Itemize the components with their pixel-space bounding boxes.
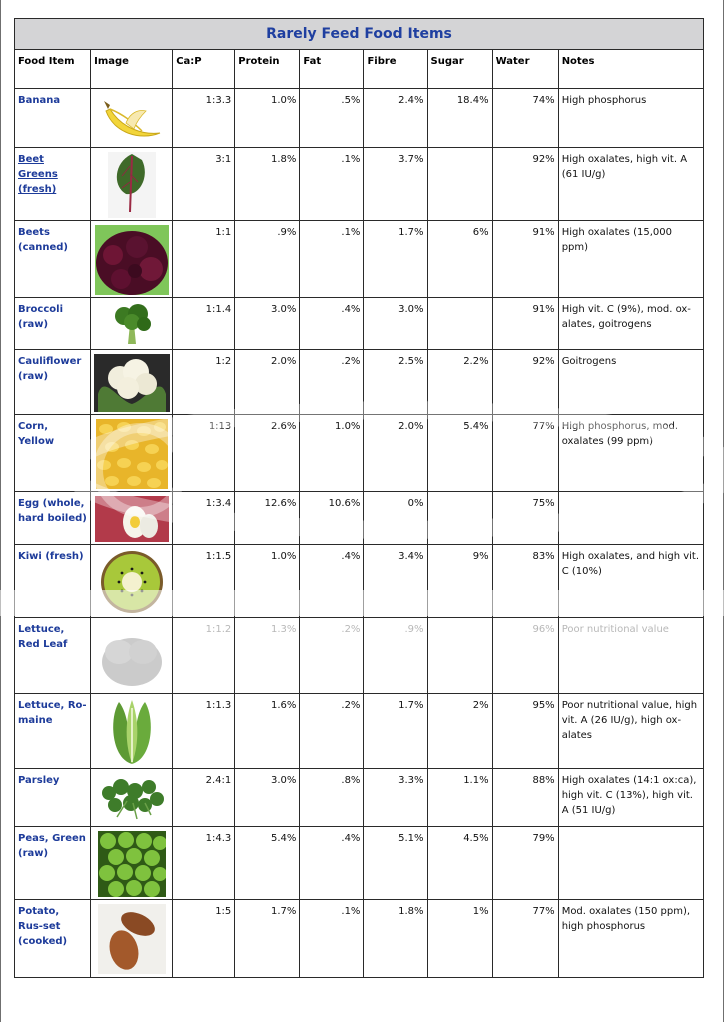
notes-value: High oxalates (15,000 ppm) bbox=[558, 221, 703, 298]
fibre-value: 1.7% bbox=[364, 694, 427, 769]
fibre-value: 3.0% bbox=[364, 298, 427, 350]
water-value: 95% bbox=[492, 694, 558, 769]
fat-value: .4% bbox=[300, 545, 364, 618]
ca-p-value: 1:5 bbox=[173, 900, 235, 978]
header-fibre: Fibre bbox=[364, 50, 427, 89]
ca-p-value: 1:1.3 bbox=[173, 694, 235, 769]
protein-value: 5.4% bbox=[235, 827, 300, 900]
table-row bbox=[15, 350, 704, 415]
fibre-value: 2.5% bbox=[364, 350, 427, 415]
header-sugar: Sugar bbox=[427, 50, 492, 89]
fat-value: 10.6% bbox=[300, 492, 364, 545]
table-row bbox=[15, 545, 704, 618]
food-name: Banana bbox=[15, 89, 91, 148]
food-name: Lettuce, Red Leaf bbox=[15, 618, 91, 694]
fat-value: .2% bbox=[300, 350, 364, 415]
fibre-value: 1.7% bbox=[364, 221, 427, 298]
food-table bbox=[14, 18, 704, 978]
canned-beets-image bbox=[91, 221, 173, 298]
fibre-value: 2.0% bbox=[364, 415, 427, 492]
water-value: 92% bbox=[492, 148, 558, 221]
fibre-value: 5.1% bbox=[364, 827, 427, 900]
table-row bbox=[15, 148, 704, 221]
header-protein: Protein bbox=[235, 50, 300, 89]
egg-image bbox=[91, 492, 173, 545]
table-row bbox=[15, 89, 704, 148]
romaine-image bbox=[91, 694, 173, 769]
notes-value: High phosphorus, mod. oxalates (99 ppm) bbox=[558, 415, 703, 492]
sugar-value bbox=[427, 298, 492, 350]
fibre-value: 1.8% bbox=[364, 900, 427, 978]
header-water: Water bbox=[492, 50, 558, 89]
water-value: 75% bbox=[492, 492, 558, 545]
fibre-value: 2.4% bbox=[364, 89, 427, 148]
peas-image bbox=[91, 827, 173, 900]
notes-value: High phosphorus bbox=[558, 89, 703, 148]
ca-p-value: 1:1 bbox=[173, 221, 235, 298]
ca-p-value: 1:1.5 bbox=[173, 545, 235, 618]
protein-value: 3.0% bbox=[235, 298, 300, 350]
protein-value: 12.6% bbox=[235, 492, 300, 545]
protein-value: 2.6% bbox=[235, 415, 300, 492]
notes-value: High vit. C (9%), mod. ox-alates, goitrogens bbox=[558, 298, 703, 350]
notes-value: High oxalates, and high vit. C (10%) bbox=[558, 545, 703, 618]
protein-value: 1.6% bbox=[235, 694, 300, 769]
food-name: Parsley bbox=[15, 769, 91, 827]
protein-value: 1.8% bbox=[235, 148, 300, 221]
table-row bbox=[15, 900, 704, 978]
parsley-image bbox=[91, 769, 173, 827]
broccoli-image bbox=[91, 298, 173, 350]
food-name: Peas, Green (raw) bbox=[15, 827, 91, 900]
fat-value: .2% bbox=[300, 694, 364, 769]
fibre-value: 0% bbox=[364, 492, 427, 545]
beet-greens-image bbox=[91, 148, 173, 221]
fibre-value: 3.3% bbox=[364, 769, 427, 827]
table-row bbox=[15, 827, 704, 900]
water-value: 77% bbox=[492, 415, 558, 492]
food-name: Egg (whole, hard boiled) bbox=[15, 492, 91, 545]
water-value: 79% bbox=[492, 827, 558, 900]
food-name: Broccoli (raw) bbox=[15, 298, 91, 350]
water-value: 77% bbox=[492, 900, 558, 978]
fat-value: .4% bbox=[300, 827, 364, 900]
protein-value: 1.3% bbox=[235, 618, 300, 694]
notes-value: Mod. oxalates (150 ppm), high phosphorus bbox=[558, 900, 703, 978]
fat-value: .1% bbox=[300, 148, 364, 221]
food-name-link[interactable]: Beet Greens (fresh) bbox=[15, 148, 91, 221]
water-value: 91% bbox=[492, 298, 558, 350]
cauliflower-image bbox=[91, 350, 173, 415]
food-name: Beets (canned) bbox=[15, 221, 91, 298]
red-leaf-lettuce-image bbox=[91, 618, 173, 694]
header-notes: Notes bbox=[558, 50, 703, 89]
protein-value: 3.0% bbox=[235, 769, 300, 827]
sugar-value: 9% bbox=[427, 545, 492, 618]
header-image: Image bbox=[91, 50, 173, 89]
fibre-value: 3.7% bbox=[364, 148, 427, 221]
title-row bbox=[15, 19, 704, 50]
sugar-value: 18.4% bbox=[427, 89, 492, 148]
water-value: 91% bbox=[492, 221, 558, 298]
header-fat: Fat bbox=[300, 50, 364, 89]
water-value: 96% bbox=[492, 618, 558, 694]
fat-value: .4% bbox=[300, 298, 364, 350]
food-name: Cauliflower (raw) bbox=[15, 350, 91, 415]
food-name: Kiwi (fresh) bbox=[15, 545, 91, 618]
table-row bbox=[15, 694, 704, 769]
notes-value bbox=[558, 492, 703, 545]
ca-p-value: 2.4:1 bbox=[173, 769, 235, 827]
potato-image bbox=[91, 900, 173, 978]
fibre-value: .9% bbox=[364, 618, 427, 694]
food-name: Lettuce, Ro-maine bbox=[15, 694, 91, 769]
ca-p-value: 1:4.3 bbox=[173, 827, 235, 900]
ca-p-value: 1:2 bbox=[173, 350, 235, 415]
sugar-value bbox=[427, 492, 492, 545]
table-row bbox=[15, 769, 704, 827]
fat-value: .1% bbox=[300, 900, 364, 978]
food-name: Corn, Yellow bbox=[15, 415, 91, 492]
sugar-value: 5.4% bbox=[427, 415, 492, 492]
corn-image bbox=[91, 415, 173, 492]
water-value: 92% bbox=[492, 350, 558, 415]
water-value: 88% bbox=[492, 769, 558, 827]
water-value: 74% bbox=[492, 89, 558, 148]
protein-value: .9% bbox=[235, 221, 300, 298]
banana-image bbox=[91, 89, 173, 148]
header-food-item: Food Item bbox=[15, 50, 91, 89]
fat-value: 1.0% bbox=[300, 415, 364, 492]
ca-p-value: 1:1.2 bbox=[173, 618, 235, 694]
kiwi-image bbox=[91, 545, 173, 618]
sugar-value: 2% bbox=[427, 694, 492, 769]
protein-value: 2.0% bbox=[235, 350, 300, 415]
notes-value: High oxalates (14:1 ox:ca), high vit. C (13%), high vit. A (51 IU/g) bbox=[558, 769, 703, 827]
protein-value: 1.7% bbox=[235, 900, 300, 978]
protein-value: 1.0% bbox=[235, 545, 300, 618]
notes-value: Poor nutritional value bbox=[558, 618, 703, 694]
ca-p-value: 1:3.4 bbox=[173, 492, 235, 545]
protein-value: 1.0% bbox=[235, 89, 300, 148]
table-row bbox=[15, 221, 704, 298]
notes-value bbox=[558, 827, 703, 900]
table-row bbox=[15, 492, 704, 545]
table-row bbox=[15, 415, 704, 492]
header-row bbox=[15, 50, 704, 89]
fat-value: .5% bbox=[300, 89, 364, 148]
ca-p-value: 1:13 bbox=[173, 415, 235, 492]
water-value: 83% bbox=[492, 545, 558, 618]
table-row bbox=[15, 618, 704, 694]
food-name: Potato, Rus-set (cooked) bbox=[15, 900, 91, 978]
ca-p-value: 3:1 bbox=[173, 148, 235, 221]
fibre-value: 3.4% bbox=[364, 545, 427, 618]
header-ca-p: Ca:P bbox=[173, 50, 235, 89]
sugar-value: 6% bbox=[427, 221, 492, 298]
table-title: Rarely Feed Food Items bbox=[15, 19, 704, 50]
fat-value: .2% bbox=[300, 618, 364, 694]
notes-value: Poor nutritional value, high vit. A (26 IU/g), high ox-alates bbox=[558, 694, 703, 769]
sugar-value: 2.2% bbox=[427, 350, 492, 415]
sugar-value bbox=[427, 148, 492, 221]
ca-p-value: 1:3.3 bbox=[173, 89, 235, 148]
table-row bbox=[15, 298, 704, 350]
sugar-value: 1% bbox=[427, 900, 492, 978]
ca-p-value: 1:1.4 bbox=[173, 298, 235, 350]
sugar-value: 1.1% bbox=[427, 769, 492, 827]
sugar-value bbox=[427, 618, 492, 694]
notes-value: High oxalates, high vit. A (61 IU/g) bbox=[558, 148, 703, 221]
fat-value: .1% bbox=[300, 221, 364, 298]
notes-value: Goitrogens bbox=[558, 350, 703, 415]
sugar-value: 4.5% bbox=[427, 827, 492, 900]
fat-value: .8% bbox=[300, 769, 364, 827]
